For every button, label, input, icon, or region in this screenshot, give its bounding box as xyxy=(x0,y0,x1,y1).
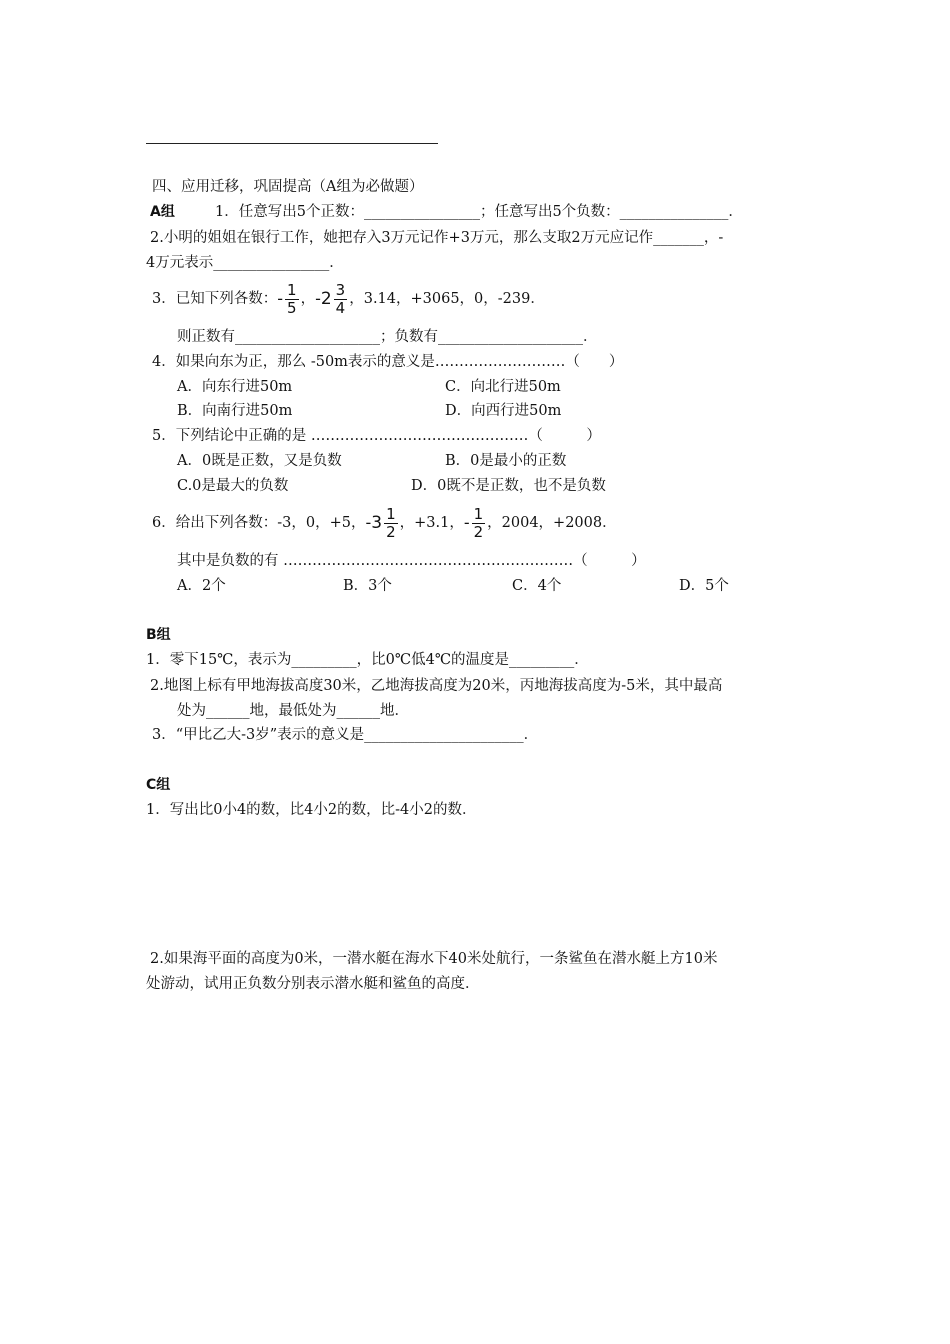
q6-suffix: ，2004，+2008． xyxy=(487,515,617,531)
b-question-2-line-2: 处为______地，最低处为______地． xyxy=(177,703,409,719)
q6-fraction-1-whole: 3 xyxy=(371,513,383,533)
q6-fraction-1-numerator: 1 xyxy=(386,504,396,523)
a-question-4-option-d: D．向西行进50m xyxy=(445,403,562,419)
a-question-1: 1．任意写出5个正数：________________；任意写出5个负数：_______________． xyxy=(215,204,743,220)
q6-fraction-2-sign: - xyxy=(463,513,470,532)
a-question-2-line-2: 4万元表示________________． xyxy=(146,255,344,271)
b-question-3: 3．“甲比乙大-3岁”表示的意义是______________________． xyxy=(152,727,539,743)
a-question-6-option-a: A．2个 xyxy=(177,578,226,594)
a-question-3-line-1 xyxy=(152,278,545,320)
a-question-5-option-a: A．0既是正数，又是负数 xyxy=(177,453,342,469)
a-question-6-option-c: C．4个 xyxy=(512,578,562,594)
a-question-6-line-2: 其中是负数的有 ……………………………………………………（ ） xyxy=(177,553,646,569)
q6-fraction-1-sign: - xyxy=(365,513,372,532)
q3-fraction-2-sign: - xyxy=(315,289,321,308)
a-question-5-option-c: C.0是最大的负数 xyxy=(177,478,289,494)
q3-fraction-2-numerator: 3 xyxy=(335,280,346,299)
c-question-1: 1．写出比0小4的数，比4小2的数，比-4小2的数． xyxy=(146,802,477,818)
q6-fraction-1-denominator: 2 xyxy=(386,522,396,541)
c-question-2-line-1: 2.如果海平面的高度为0米，一潜水艇在海水下40米处航行，一条鲨鱼在潜水艇上方10米 xyxy=(150,951,718,967)
a-question-6-option-d: D．5个 xyxy=(679,578,729,594)
group-a-label: A组 xyxy=(150,204,175,220)
a-question-4: 4．如果向东为正，那么 -50m表示的意义是………………………（ ） xyxy=(152,354,624,370)
q6-fraction-2 xyxy=(472,506,486,541)
q3-fraction-1-denominator: 5 xyxy=(287,298,297,317)
group-b-label: B组 xyxy=(146,627,171,643)
a-question-4-option-b: B．向南行进50m xyxy=(177,403,293,419)
group-c-label: C组 xyxy=(146,777,171,793)
a-question-5-option-d: D．0既不是正数，也不是负数 xyxy=(411,478,606,494)
a-question-6-line-1 xyxy=(152,502,617,544)
q3-separator: ， xyxy=(300,291,316,307)
q3-fraction-1-numerator: 1 xyxy=(287,280,297,299)
q3-fraction-1 xyxy=(285,282,299,317)
q3-prefix: 3．已知下列各数： xyxy=(152,291,278,307)
q3-fraction-2-whole: 2 xyxy=(320,289,332,309)
q6-fraction-2-numerator: 1 xyxy=(473,504,484,523)
q3-fraction-1-sign: - xyxy=(277,289,284,308)
a-question-4-option-a: A．向东行进50m xyxy=(177,379,293,395)
q6-middle: ，+3.1， xyxy=(399,515,464,531)
a-question-5-option-b: B．0是最小的正数 xyxy=(445,453,567,469)
q3-suffix: ，3.14，+3065，0，-239． xyxy=(349,291,545,307)
top-divider-line xyxy=(146,143,438,144)
q6-fraction-2-denominator: 2 xyxy=(473,522,484,541)
section-title: 四、应用迁移，巩固提高（A组为必做题） xyxy=(152,179,424,195)
q6-fraction-1 xyxy=(384,506,398,541)
a-question-4-option-c: C．向北行进50m xyxy=(445,379,561,395)
q3-fraction-2 xyxy=(334,282,348,317)
a-question-3-line-2: 则正数有____________________；负数有____________________． xyxy=(177,329,598,345)
a-question-2-line-1: 2.小明的姐姐在银行工作，她把存入3万元记作+3万元，那么支取2万元应记作_______，- xyxy=(150,230,724,246)
b-question-2-line-1: 2.地图上标有甲地海拔高度30米，乙地海拔高度为20米，丙地海拔高度为-5米，其中最高 xyxy=(150,678,723,694)
q6-prefix: 6．给出下列各数：-3，0，+5， xyxy=(152,515,366,531)
c-question-2-line-2: 处游动，试用正负数分别表示潜水艇和鲨鱼的高度． xyxy=(146,976,480,992)
q3-fraction-2-denominator: 4 xyxy=(335,298,346,317)
a-question-5: 5．下列结论中正确的是 ………………………………………（ ） xyxy=(152,428,601,444)
b-question-1: 1．零下15℃，表示为_________，比0℃低4℃的温度是_________． xyxy=(146,652,589,668)
a-question-6-option-b: B．3个 xyxy=(343,578,392,594)
